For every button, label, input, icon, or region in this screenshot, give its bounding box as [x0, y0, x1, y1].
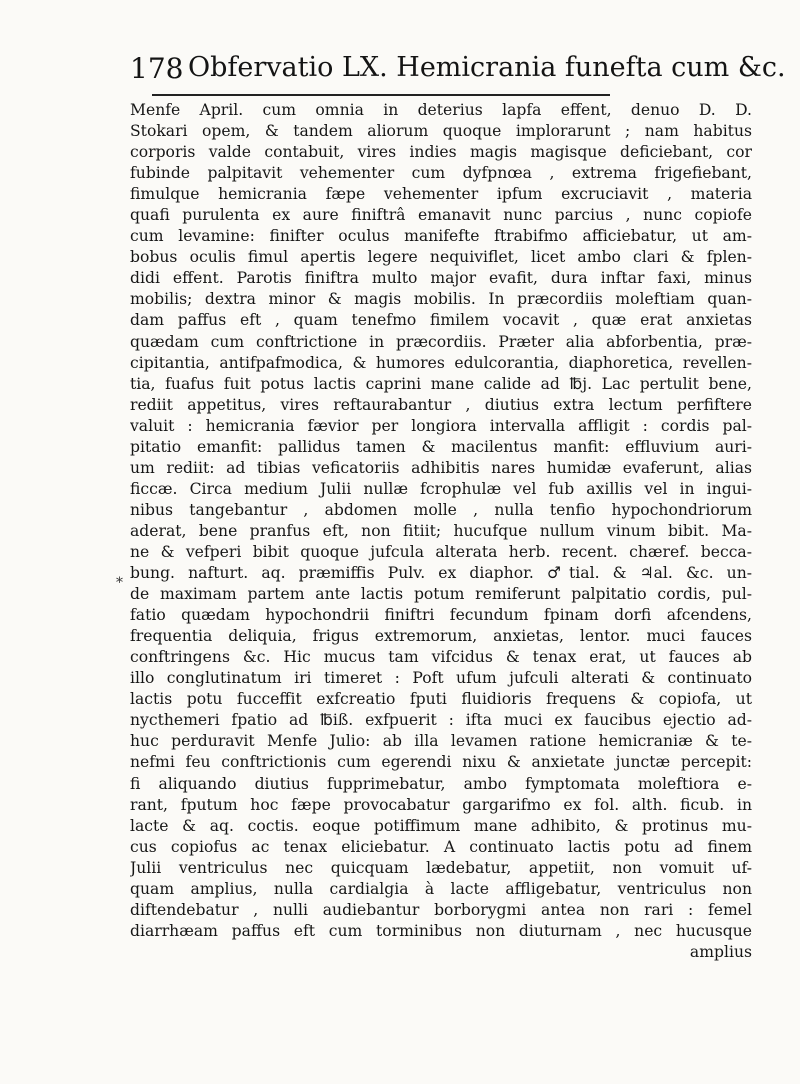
text-line: didi effent. Parotis finiftra multo major evafit, dura inftar faxi, minus: [130, 269, 752, 288]
text-line: cipitantia, antifpafmodica, & humores edulcorantia, diaphoretica, revellen-: [130, 353, 752, 372]
text-line: cum levamine: finifter oculus manifefte ftrabifmo afficiebatur, ut am-: [130, 227, 752, 246]
text-line: conftringens &c. Hic mucus tam vifcidus & tenax erat, ut fauces ab: [130, 648, 752, 667]
text-line: Stokari opem, & tandem aliorum quoque implorarunt ; nam habitus: [130, 122, 752, 141]
header-rule: [152, 94, 610, 96]
text-line: corporis valde contabuit, vires indies magis magisque deficiebant, cor: [130, 143, 752, 162]
text-line: lactis potu fucceffit exfcreatio fputi fluidioris frequens & copiofa, ut: [130, 690, 752, 709]
text-line: Julii ventriculus nec quicquam lædebatur, appetiit, non vomuit uf-: [130, 858, 752, 877]
text-line: de maximam partem ante lactis potum remiferunt palpitatio cordis, pul-: [130, 585, 752, 604]
text-line: Menfe April. cum omnia in deterius lapfa effent, denuo D. D.: [130, 101, 752, 119]
text-line: amplius: [689, 942, 752, 961]
margin-mark: *: [116, 575, 123, 591]
text-line: nibus tangebantur , abdomen molle , nulla tenfio hypochondriorum: [130, 500, 752, 519]
text-line: quædam cum conftrictione in præcordiis. Præter alia abforbentia, præ-: [130, 332, 752, 351]
page-header: [130, 52, 786, 96]
text-line: quafi purulenta ex aure finiftrâ emanavit nunc parcius , nunc copiofe: [130, 206, 752, 225]
text-line: huc perduravit Menfe Julio: ab illa levamen ratione hemicraniæ & te-: [130, 732, 752, 751]
text-line: lacte & aq. coctis. eoque potiffimum mane adhibito, & protinus mu-: [130, 816, 752, 835]
text-line: dam paffus eft , quam tenefmo fimilem vocavit , quæ erat anxietas: [130, 311, 752, 330]
text-line: rant, fputum hoc fæpe provocabatur gargarifmo ex fol. alth. ficub. in: [130, 795, 752, 814]
text-line: frequentia deliquia, frigus extremorum, anxietas, lentor. muci fauces: [130, 627, 752, 646]
text-line: pitatio emanfit: pallidus tamen & macilentus manfit: effluvium auri-: [130, 437, 752, 456]
text-line: mobilis; dextra minor & magis mobilis. In præcordiis moleftiam quan-: [130, 290, 752, 309]
text-line: nefmi feu conftrictionis cum egerendi nixu & anxietate junctæ percepit:: [130, 753, 752, 772]
body-text: [130, 100, 752, 963]
text-line: aderat, bene pranfus eft, non fitiit; hucufque nullum vinum bibit. Ma-: [130, 521, 752, 540]
text-line: rediit appetitus, vires reftaurabantur , diutius extra lectum perfiftere: [130, 395, 752, 414]
text-line: diarrhæam paffus eft cum torminibus non diuturnam , nec hucusque: [130, 921, 752, 940]
text-line: fi aliquando diutius fupprimebatur, ambo fymptomata moleftiora e-: [130, 774, 752, 793]
text-line: bobus oculis fimul apertis legere nequiviflet, licet ambo clari & fplen-: [130, 248, 752, 267]
text-line: nycthemeri fpatio ad ℔iß. exfpuerit : ifta muci ex faucibus ejectio ad-: [130, 711, 752, 730]
text-line: bung. nafturt. aq. præmiffis Pulv. ex diaphor. ♂tial. & ♃al. &c. un-: [130, 564, 752, 583]
text-line: diftendebatur , nulli audiebantur borborygmi antea non rari : femel: [130, 900, 752, 919]
text-line: um rediit: ad tibias veficatoriis adhibitis nares humidæ evaferunt, alias: [130, 458, 752, 477]
text-line: fatio quædam hypochondrii finiftri fecundum fpinam dorfi afcendens,: [130, 606, 752, 625]
text-line: illo conglutinatum iri timeret : Poft ufum jufculi alterati & continuato: [130, 669, 752, 688]
text-line: fimulque hemicrania fæpe vehementer ipfum excruciavit , materia: [130, 185, 752, 204]
text-line: ficcæ. Circa medium Julii nullæ fcrophulæ vel fub axillis vel in ingui-: [130, 479, 752, 498]
text-line: valuit : hemicrania fævior per longiora intervalla affligit : cordis pal-: [130, 416, 752, 435]
text-line: tia, fuafus fuit potus lactis caprini mane calide ad ℔j. Lac pertulit bene,: [130, 374, 752, 393]
page-number: 178: [130, 52, 184, 85]
text-line: quam amplius, nulla cardialgia à lacte affligebatur, ventriculus non: [130, 879, 752, 898]
running-head: Obfervatio LX. Hemicrania funefta cum &c.: [188, 52, 786, 83]
text-line: ne & vefperi bibit quoque jufcula alterata herb. recent. chæref. becca-: [130, 542, 752, 561]
text-line: fubinde palpitavit vehementer cum dyfpnœa , extrema frigefiebant,: [130, 164, 752, 183]
text-line: cus copiofus ac tenax eliciebatur. A continuato lactis potu ad finem: [130, 837, 752, 856]
